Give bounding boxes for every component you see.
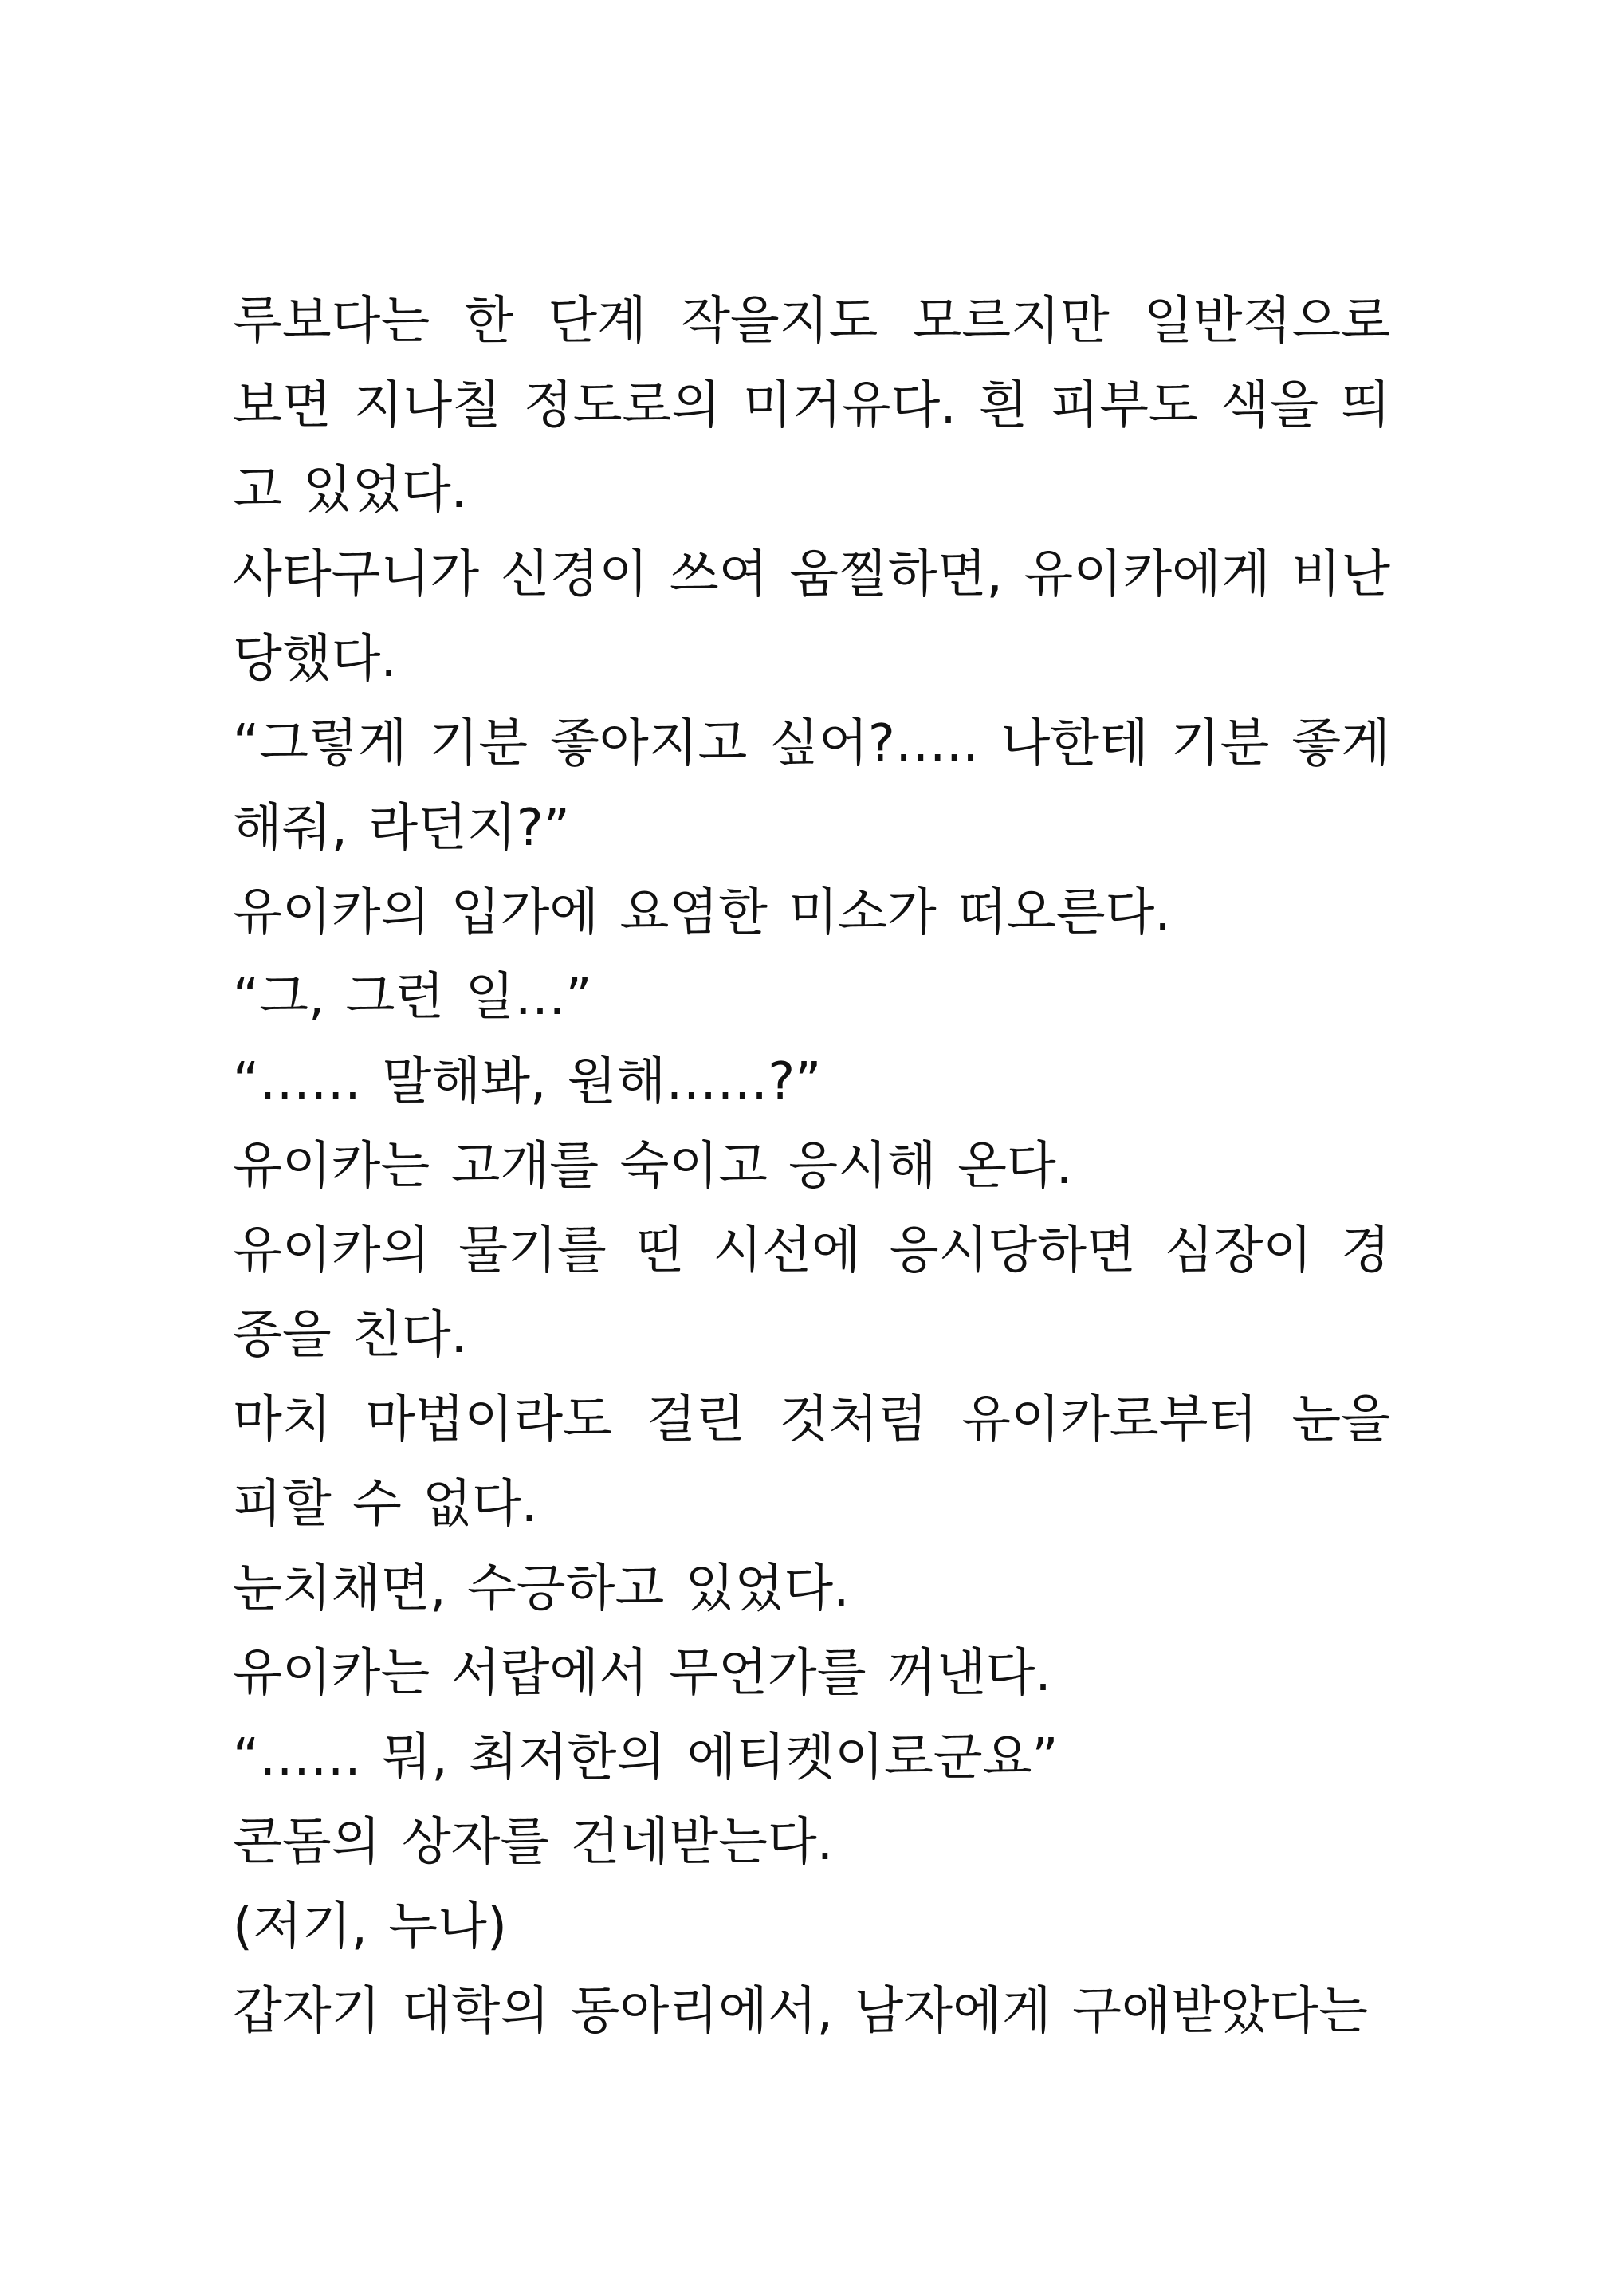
- paragraph-4: 유이카의 입가에 요염한 미소가 떠오른다.: [233, 883, 1171, 942]
- paragraph-2: 사타구니가 신경이 쓰여 움찔하면, 유이카에게 비난당했다.: [233, 545, 1390, 689]
- paragraph-3: “그렇게 기분 좋아지고 싶어?….. 나한테 기분 좋게 해줘, 라던지?”: [233, 714, 1390, 858]
- paragraph-15: 갑자기 대학의 동아리에서, 남자에게 구애받았다는: [233, 1982, 1369, 2041]
- paragraph-14: (저기, 누나): [233, 1897, 507, 1956]
- paragraph-1: 루보다는 한 단계 작을지도 모르지만 일반적으로 보면 지나칠 정도로의 미거유다. 흰 피부도 색을 띄고 있었다.: [233, 292, 1390, 520]
- body-text: [233, 279, 1390, 2054]
- paragraph-5: “그, 그런 일…”: [233, 968, 592, 1027]
- paragraph-7: 유이카는 고개를 숙이고 응시해 온다.: [233, 1137, 1073, 1196]
- paragraph-10: 눈치채면, 수긍하고 있었다.: [233, 1559, 850, 1618]
- paragraph-11: 유이카는 서랍에서 무언가를 꺼낸다.: [233, 1644, 1051, 1703]
- paragraph-13: 콘돔의 상자를 건네받는다.: [233, 1813, 834, 1872]
- paragraph-12: “…… 뭐, 최저한의 에티켓이로군요”: [233, 1728, 1059, 1787]
- paragraph-6: “…… 말해봐, 원해……?”: [233, 1052, 822, 1111]
- paragraph-9: 마치 마법이라도 걸린 것처럼 유이카로부터 눈을 피할 수 없다.: [233, 1390, 1390, 1534]
- paragraph-8: 유이카의 물기를 띤 시선에 응시당하면 심장이 경종을 친다.: [233, 1221, 1390, 1365]
